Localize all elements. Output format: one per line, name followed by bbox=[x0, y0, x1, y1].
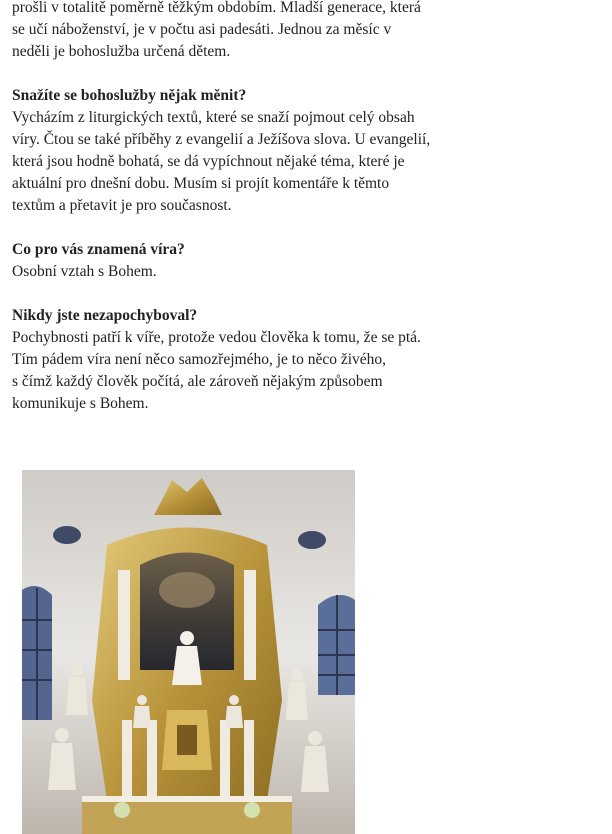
text-line: se učí náboženství, je v počtu asi padesáti. Jednou za měsíc v bbox=[12, 21, 392, 38]
answer-line: Pochybnosti patří k víře, protože vedou člověka k tomu, že se ptá. bbox=[12, 329, 421, 346]
answer-line: aktuální pro dnešní dobu. Musím si projít komentáře k těmto bbox=[12, 175, 390, 192]
answer-line: textům a přetavit je pro současnost. bbox=[12, 197, 232, 214]
answer-line: Tím pádem víra není něco samozřejmého, je to něco živého, bbox=[12, 351, 387, 368]
text-line: prošli v totalitě poměrně těžkým obdobím. Mladší generace, která bbox=[12, 0, 421, 16]
answer-line: víry. Čtou se také příběhy z evangelií a Ježíšova slova. U evangelií, bbox=[12, 131, 431, 148]
oval-window bbox=[298, 531, 326, 549]
oval-window bbox=[53, 526, 81, 544]
intro-paragraph bbox=[12, 0, 492, 63]
question-heading: Co pro vás znamená víra? bbox=[12, 241, 185, 258]
answer-line: Vycházím z liturgických textů, které se snaží pojmout celý obsah bbox=[12, 109, 415, 126]
text-line: neděli je bohoslužba určená dětem. bbox=[12, 43, 231, 60]
qa-block bbox=[12, 305, 492, 415]
answer-line: Osobní vztah s Bohem. bbox=[12, 263, 157, 280]
altar-illustration bbox=[22, 470, 355, 834]
question-heading: Nikdy jste nezapochyboval? bbox=[12, 307, 198, 324]
qa-block bbox=[12, 239, 492, 283]
question-heading: Snažíte se bohoslužby nějak měnit? bbox=[12, 87, 247, 104]
answer-line: která jsou hodně bohatá, se dá vypíchnout nějaké téma, které je bbox=[12, 153, 405, 170]
answer-line: s čímž každý člověk počítá, ale zároveň nějakým způsobem bbox=[12, 373, 383, 390]
altar-photo bbox=[22, 470, 355, 834]
left-window bbox=[22, 586, 52, 720]
answer-line: komunikuje s Bohem. bbox=[12, 395, 149, 412]
altar-table bbox=[82, 800, 292, 834]
right-window bbox=[318, 595, 355, 695]
article-body bbox=[12, 0, 492, 437]
qa-block bbox=[12, 85, 492, 217]
